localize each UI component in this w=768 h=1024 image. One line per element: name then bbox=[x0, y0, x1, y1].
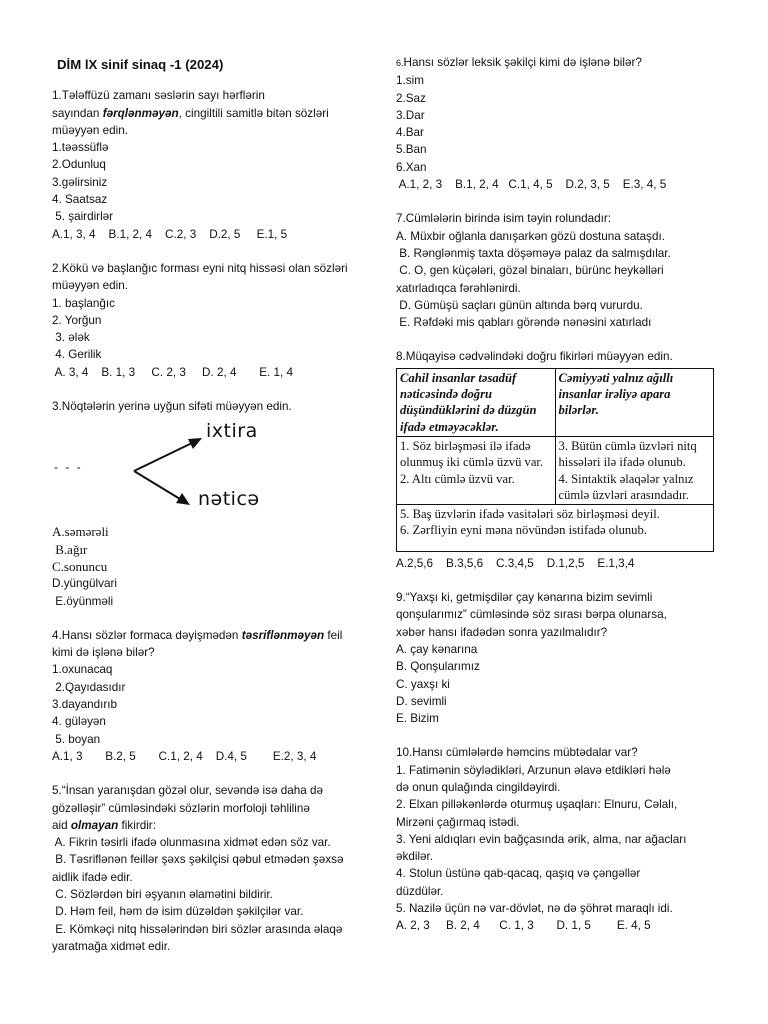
q9-option: B. Qonşularımız bbox=[396, 660, 480, 674]
q4-item: 1.oxunacaq bbox=[52, 663, 113, 677]
q4-item: 2.Qayıdasıdır bbox=[52, 680, 126, 694]
q3-arrows bbox=[52, 419, 312, 519]
q9-option: C. yaxşı ki bbox=[396, 677, 450, 691]
q1-answers: A.1, 3, 4 B.1, 2, 4 C.2, 3 D.2, 5 E.1, 5 bbox=[52, 227, 288, 241]
q2-item: 2. Yorğun bbox=[52, 313, 102, 327]
q6-item: 5.Ban bbox=[396, 143, 427, 157]
q6-line1 bbox=[396, 54, 716, 72]
q5-option: E. Kömkəçi nitq hissələrindən biri sözlər arasında əlaqə bbox=[52, 922, 343, 936]
q9-option: D. sevimli bbox=[396, 694, 447, 708]
q1-item: 1.təəssüflə bbox=[52, 141, 109, 155]
arrow-up-line bbox=[134, 443, 192, 471]
table-cell-left bbox=[397, 436, 556, 504]
q6-answers: A.1, 2, 3 B.1, 2, 4 C.1, 4, 5 D.2, 3, 5 E.3, 4, 5 bbox=[396, 178, 667, 192]
q5-option: yaratmağa xidmət edir. bbox=[52, 939, 171, 953]
question-10 bbox=[396, 744, 716, 934]
q9-line1: 9.“Yaxşı ki, getmişdilər çay kənarına bizim sevimli bbox=[396, 591, 653, 605]
q10-option: əkdilər. bbox=[396, 850, 434, 864]
arrow-down-line bbox=[134, 471, 180, 499]
q10-line1: 10.Hansı cümlələrdə həmcins mübtədalar var? bbox=[396, 746, 638, 760]
q2-line2: müəyyən edin. bbox=[52, 279, 129, 293]
q1-item: 2.Odunluq bbox=[52, 158, 106, 172]
q4-line1 bbox=[52, 627, 368, 644]
q3-top-word: ixtira bbox=[206, 420, 258, 443]
table-item: 6. Zərfliyin eyni məna növündən istifadə olunub. bbox=[400, 523, 647, 538]
table-head-left: Cahil insanlar təsadüf nəticəsində doğru düşündüklərini də düzgün ifadə etməyəcəklər. bbox=[397, 368, 556, 436]
q2-line1: 2.Kökü və başlanğıc forması eyni nitq hissəsi olan sözləri bbox=[52, 261, 348, 275]
table-item: 2. Altı cümlə üzvü var. bbox=[400, 471, 515, 486]
q7-option: B. Rənglənmiş taxta döşəməyə palaz da salmışdılar. bbox=[396, 246, 671, 260]
q2-answers: A. 3, 4 B. 1, 3 C. 2, 3 D. 2, 4 E. 1, 4 bbox=[52, 365, 294, 379]
q3-option: B.ağır bbox=[52, 541, 88, 557]
q7-line1: 7.Cümlələrin birində isim təyin rolundadır: bbox=[396, 212, 612, 226]
q3-option: E.öyünməli bbox=[52, 594, 114, 608]
q7-option: D. Gümüşü saçları günün altında bərq vururdu. bbox=[396, 298, 643, 312]
q5-line1: 5.“İnsan yaranışdan gözəl olur, sevəndə isə daha də bbox=[52, 784, 323, 798]
q1-emphasis: fərqlənməyən bbox=[102, 106, 179, 120]
q5-option: B. Təsriflənən feillər şəxs şəkilçisi qəbul etmədən şəxsə bbox=[52, 853, 344, 867]
q6-text: Hansı sözlər leksik şəkilçi kimi də işlənə bilər? bbox=[403, 56, 642, 69]
q9-line2: qonşularımız” cümləsində söz sırası bərpa olunarsa, bbox=[396, 608, 667, 622]
question-7 bbox=[396, 210, 716, 331]
q4-item: 5. boyan bbox=[52, 732, 101, 746]
q1-line2-post: , cingiltili samitlə bitən sözləri bbox=[178, 106, 329, 120]
q9-option: A. çay kənarına bbox=[396, 642, 478, 656]
question-8 bbox=[396, 348, 716, 572]
q3-blank: - - - bbox=[54, 460, 83, 475]
q1-line3: müəyyən edin. bbox=[52, 123, 129, 137]
q2-item: 3. ələk bbox=[52, 331, 90, 345]
left-column bbox=[52, 0, 368, 955]
q7-option: C. O, gen küçələri, gözəl binaları, bürünc heykəlləri bbox=[396, 264, 664, 278]
q5-emphasis: olmayan bbox=[70, 818, 119, 832]
q10-option: də onun qulağında cingildəyirdi. bbox=[396, 780, 561, 794]
q6-item: 3.Dar bbox=[396, 108, 425, 122]
q10-option: 1. Fatimənin söylədikləri, Arzunun əlavə etdikləri hələ bbox=[396, 763, 671, 777]
q2-item: 1. başlanğıc bbox=[52, 296, 116, 310]
q1-line2-pre: sayından bbox=[52, 106, 103, 120]
q7-option: E. Rəfdəki mis qabları görəndə nənəsini xatırladı bbox=[396, 316, 652, 330]
question-2 bbox=[52, 260, 368, 381]
q3-bottom-word: nəticə bbox=[198, 488, 260, 511]
table-item: 3. Bütün cümlə üzvləri nitq hissələri ilə ifadə olunub. bbox=[558, 438, 697, 470]
q7-option: A. Müxbir oğlanla danışarkən gözü dostuna sataşdı. bbox=[396, 229, 665, 243]
q10-option: Mirzəni çağırmaq istədi. bbox=[396, 815, 520, 829]
right-column bbox=[396, 0, 716, 935]
q5-line3-pre: aid bbox=[52, 818, 71, 832]
q6-item: 4.Bar bbox=[396, 126, 424, 140]
question-5 bbox=[52, 782, 368, 955]
q10-option: 4. Stolun üstünə qab-qacaq, qaşıq və çəngəllər bbox=[396, 867, 641, 881]
q10-option: düzdülər. bbox=[396, 884, 444, 898]
table-head-right: Cəmiyyəti yalnız ağıllı insanlar irəliyə apara bilərlər. bbox=[555, 368, 714, 436]
q3-option: A.səmərəli bbox=[52, 524, 109, 540]
q2-item: 4. Gerilik bbox=[52, 348, 102, 362]
q3-option: D.yüngülvari bbox=[52, 577, 117, 591]
q1-item: 4. Saatsaz bbox=[52, 193, 108, 207]
q7-option: xatırladıqca fərəhlənirdi. bbox=[396, 281, 521, 295]
question-4 bbox=[52, 627, 368, 765]
question-1 bbox=[52, 87, 368, 243]
q6-item: 1.sim bbox=[396, 74, 424, 88]
question-6 bbox=[396, 54, 716, 193]
q6-item: 2.Saz bbox=[396, 91, 426, 105]
q10-option: 2. Elxan pilləkənlərdə oturmuş uşaqları: Elnuru, Cəlalı, bbox=[396, 798, 678, 812]
q5-option: aidlik ifadə edir. bbox=[52, 870, 133, 884]
q6-number: 6. bbox=[396, 58, 404, 68]
q1-line1: 1.Tələffüzü zamanı səslərin sayı hərflərin bbox=[52, 89, 265, 103]
q1-item: 3.gəlirsiniz bbox=[52, 175, 108, 189]
q5-line2: gözəlləşir” cümləsindəki sözlərin morfoloji təhlilinə bbox=[52, 801, 310, 815]
q10-answers: A. 2, 3 B. 2, 4 C. 1, 3 D. 1, 5 E. 4, 5 bbox=[396, 919, 651, 933]
q6-item: 6.Xan bbox=[396, 160, 427, 174]
q5-option: A. Fikrin təsirli ifadə olunmasına xidmət edən söz var. bbox=[52, 836, 331, 850]
q8-line1: 8.Müqayisə cədvəlindəki doğru fikirləri müəyyən edin. bbox=[396, 350, 673, 364]
q3-diagram bbox=[52, 419, 368, 519]
table-item: 1. Söz birləşməsi ilə ifadə olunmuş iki cümlə üzvü var. bbox=[400, 438, 544, 470]
q1-item: 5. şairdirlər bbox=[52, 210, 114, 224]
q5-line3-post: fikirdir: bbox=[118, 818, 156, 832]
q10-option: 5. Nazilə üçün nə var-dövlət, nə də şöhrət maraqlı idi. bbox=[396, 902, 673, 916]
question-3 bbox=[52, 398, 368, 610]
q4-answers: A.1, 3 B.2, 5 C.1, 2, 4 D.4, 5 E.2, 3, 4 bbox=[52, 749, 317, 763]
q10-option: 3. Yeni aldıqları evin bağçasında ərik, alma, nar ağacları bbox=[396, 832, 687, 846]
comparison-table bbox=[396, 368, 714, 552]
q4-item: 4. güləyən bbox=[52, 715, 106, 729]
q1-line2 bbox=[52, 105, 368, 122]
q4-line2: kimi də işlənə bilər? bbox=[52, 646, 155, 660]
q9-option: E. Bizim bbox=[396, 712, 439, 726]
q4-line1-pre: 4.Hansı sözlər formaca dəyişmədən bbox=[52, 628, 242, 642]
page-title: DİM lX sinif sinaq -1 (2024) bbox=[57, 57, 224, 72]
question-9 bbox=[396, 589, 716, 727]
q9-line3: xəbər hansı ifadədən sonra yazılmalıdır? bbox=[396, 625, 608, 639]
q8-answers: A.2,5,6 B.3,5,6 C.3,4,5 D.1,2,5 E.1,3,4 bbox=[396, 556, 635, 570]
q5-option: C. Sözlərdən biri əşyanın əlamətini bildirir. bbox=[52, 887, 273, 901]
table-cell-right bbox=[555, 436, 714, 504]
q5-line3 bbox=[52, 817, 368, 834]
q3-line1: 3.Nöqtələrin yerinə uyğun sifəti müəyyən edin. bbox=[52, 400, 292, 414]
q4-line1-post: feil bbox=[324, 628, 343, 642]
table-item: 4. Sintaktik əlaqələr yalnız cümlə üzvləri arasındadır. bbox=[558, 471, 694, 502]
q5-option: D. Həm feil, həm də isim düzəldən şəkilçilər var. bbox=[52, 905, 304, 919]
q3-option: C.sonuncu bbox=[52, 558, 108, 574]
table-cell-bottom bbox=[397, 505, 714, 552]
q4-item: 3.dayandırıb bbox=[52, 698, 117, 712]
table-item: 5. Baş üzvlərin ifadə vasitələri söz birləşməsi deyil. bbox=[400, 507, 660, 522]
q4-emphasis: təsriflənməyən bbox=[241, 628, 325, 642]
